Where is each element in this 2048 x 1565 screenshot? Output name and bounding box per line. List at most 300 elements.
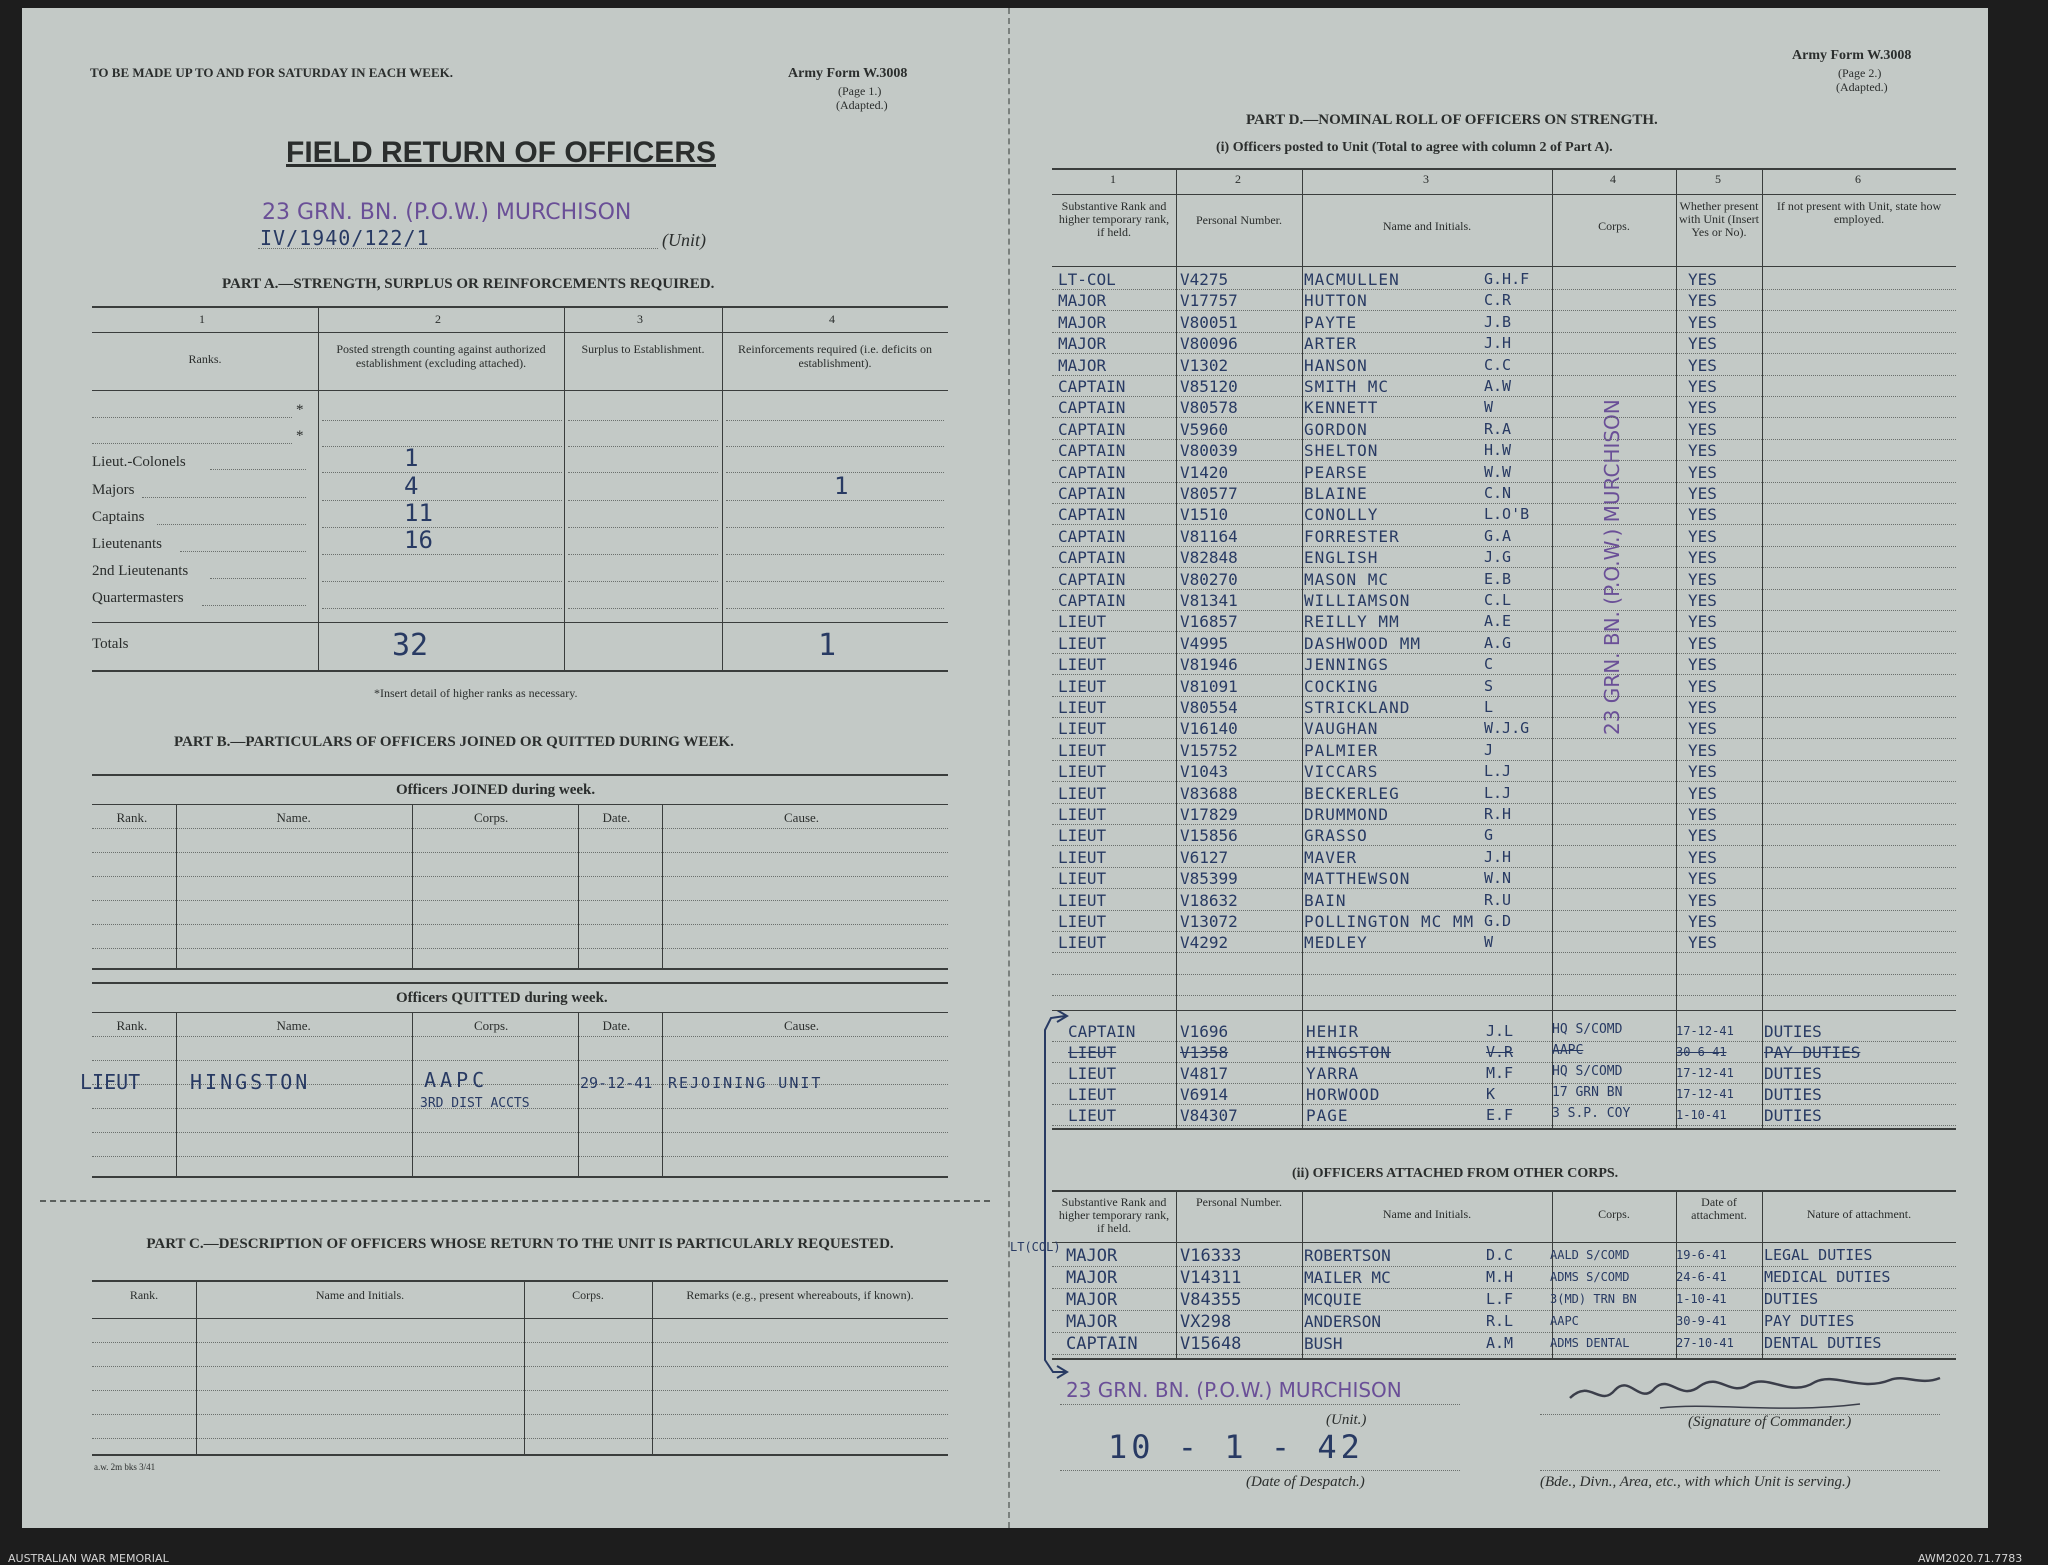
officer-rank: MAJOR (1058, 355, 1107, 375)
officer-rank: LIEUT (1058, 719, 1107, 739)
attached-corps: 3(MD) TRN BN (1550, 1292, 1637, 1306)
column-rule (578, 1012, 579, 1176)
posted-officer-number: V1696 (1180, 1022, 1229, 1041)
officer-initials: W.W (1484, 462, 1512, 481)
totals-reinforcements: 1 (818, 628, 837, 663)
quitted-name: HINGSTON (190, 1070, 311, 1094)
officer-initials: G.D (1484, 912, 1512, 930)
officer-rank: LIEUT (1058, 890, 1107, 910)
attached-rank: MAJOR (1066, 1312, 1118, 1332)
signature-label: (Signature of Commander.) (1688, 1414, 1852, 1430)
rule (1052, 1041, 1956, 1042)
rule (210, 469, 306, 470)
posted-strength-value: 16 (404, 526, 433, 554)
officer-rank: CAPTAIN (1058, 569, 1126, 589)
rule (92, 417, 292, 418)
rule (1052, 266, 1956, 267)
officer-initials: C.N (1484, 484, 1512, 502)
officer-name: POLLINGTON MC MM (1304, 912, 1475, 931)
officer-rank: MAJOR (1058, 312, 1107, 332)
rule (1052, 931, 1956, 932)
officer-initials: A.G (1484, 633, 1512, 652)
rule (1052, 974, 1956, 975)
officer-number: V18632 (1180, 890, 1238, 910)
part-d-col-number: 1 (1110, 172, 1116, 186)
officer-name: KENNETT (1304, 398, 1379, 418)
rule (726, 420, 944, 421)
officer-name: REILLY MM (1304, 612, 1400, 632)
rule (1052, 1125, 1956, 1126)
officer-name: DRUMMOND (1304, 805, 1390, 824)
posted-officer-rank: LIEUT (1068, 1064, 1117, 1083)
officer-initials: J.H (1484, 334, 1512, 353)
officer-number: V85120 (1180, 377, 1238, 396)
posted-officer-number: V4817 (1180, 1064, 1229, 1083)
posted-officer-date: 17-12-41 (1676, 1087, 1734, 1101)
rule (92, 924, 948, 925)
attached-date: 1-10-41 (1676, 1292, 1727, 1306)
officer-rank: CAPTAIN (1058, 441, 1126, 461)
posted-strength-value: 11 (404, 499, 433, 527)
rule (1052, 995, 1956, 996)
posted-officer-name: YARRA (1306, 1064, 1360, 1083)
column-rule (1552, 168, 1553, 1128)
posted-officer-corps: AAPC (1552, 1043, 1584, 1058)
rule (726, 608, 944, 609)
attached-number: VX298 (1180, 1312, 1232, 1332)
officer-name: SHELTON (1304, 441, 1379, 461)
attached-number: V16333 (1180, 1246, 1242, 1266)
officer-present: YES (1688, 484, 1717, 503)
rule (1052, 952, 1956, 953)
column-rule (412, 804, 413, 968)
rule (726, 527, 944, 528)
rule (1052, 824, 1956, 825)
rule (568, 420, 718, 421)
part-a-heading: PART A.—STRENGTH, SURPLUS OR REINFORCEMENTS REQUIRED. (222, 276, 715, 292)
officer-initials: H.W (1484, 441, 1512, 460)
officer-rank: LIEUT (1058, 740, 1107, 760)
part-b-col-heading: Name. (276, 1018, 311, 1033)
rule (322, 500, 562, 501)
totals-posted: 32 (392, 628, 429, 663)
officer-present: YES (1688, 912, 1717, 931)
rule (322, 472, 562, 473)
officer-present: YES (1688, 719, 1717, 739)
quitted-cause: REJOINING UNIT (668, 1074, 823, 1092)
rule (92, 1132, 948, 1133)
officer-rank: LIEUT (1058, 633, 1107, 653)
column-rule (1302, 168, 1303, 1128)
officer-rank: LIEUT (1058, 783, 1107, 803)
officer-rank: CAPTAIN (1058, 526, 1126, 546)
rule (1052, 1310, 1956, 1311)
officer-rank: LIEUT (1058, 612, 1107, 632)
officer-rank: LIEUT (1058, 826, 1107, 846)
officer-name: WILLIAMSON (1304, 591, 1411, 610)
rule (568, 554, 718, 555)
posted-officer-initials: E.F (1486, 1106, 1514, 1124)
officer-present: YES (1688, 462, 1717, 482)
officer-initials: J (1484, 740, 1494, 759)
rule (92, 900, 948, 901)
officer-number: V80577 (1180, 484, 1238, 503)
posted-officer-date: 17-12-41 (1676, 1024, 1734, 1038)
officer-present: YES (1688, 526, 1717, 546)
officer-present: YES (1688, 698, 1717, 717)
attached-col-heading: Nature of attachment. (1806, 1207, 1912, 1221)
officer-name: FORRESTER (1304, 526, 1400, 546)
vertical-unit-stamp: 23 GRN. BN. (P.O.W.) MURCHISON (1600, 399, 1624, 735)
column-rule (652, 1280, 653, 1454)
officer-name: MATTHEWSON (1304, 869, 1411, 889)
rule (92, 670, 948, 672)
officer-present: YES (1688, 762, 1717, 782)
officer-number: V5960 (1180, 419, 1229, 439)
officer-number: V1510 (1180, 505, 1229, 525)
officer-name: VICCARS (1304, 762, 1379, 782)
rule (322, 446, 562, 447)
rule (1052, 353, 1956, 354)
officer-number: V81091 (1180, 676, 1238, 696)
rule (1052, 610, 1956, 611)
officer-initials: R.H (1484, 805, 1512, 823)
officer-present: YES (1688, 377, 1717, 396)
rule (92, 1060, 948, 1061)
officer-present: YES (1688, 847, 1717, 867)
rule (1052, 375, 1956, 376)
rule (568, 472, 718, 473)
rank-label: Majors (92, 482, 135, 498)
rule (1052, 717, 1956, 718)
part-a-col-number: 4 (829, 312, 835, 326)
rule (92, 1342, 948, 1343)
rule (1052, 1354, 1956, 1355)
officer-initials: G.H.F (1484, 270, 1530, 288)
part-a-col-heading: Posted strength counting against authorized establishment (excluding attached). (336, 342, 546, 370)
rule (92, 1414, 948, 1415)
part-d-subheading: (i) Officers posted to Unit (Total to agree with column 2 of Part A). (1216, 140, 1613, 155)
part-b-col-heading: Cause. (784, 810, 820, 825)
rule (1052, 1104, 1956, 1105)
quitted-title: Officers QUITTED during week. (396, 990, 608, 1006)
rule (568, 608, 718, 609)
officer-initials: C (1484, 655, 1494, 674)
officer-number: V80096 (1180, 334, 1238, 354)
rule (1052, 482, 1956, 483)
rank-label: 2nd Lieutenants (92, 563, 189, 579)
officer-present: YES (1688, 569, 1717, 589)
column-rule (662, 1012, 663, 1176)
part-a-col-number: 1 (199, 312, 205, 326)
posted-officer-number: V84307 (1180, 1106, 1238, 1125)
rule (92, 1366, 948, 1367)
rule (1052, 524, 1956, 525)
rule (726, 500, 944, 501)
officer-present: YES (1688, 655, 1717, 675)
column-rule (1676, 168, 1677, 1128)
posted-officer-employment: PAY DUTIES (1764, 1043, 1861, 1062)
attached-corps: AALD S/COMD (1550, 1248, 1630, 1262)
attached-col-heading: Substantive Rank and higher temporary rank, if held. (1058, 1195, 1170, 1235)
officer-initials: C.R (1484, 291, 1512, 310)
rule (568, 500, 718, 501)
officer-present: YES (1688, 441, 1717, 461)
attached-rank: MAJOR (1066, 1268, 1118, 1288)
officer-name: BECKERLEG (1304, 783, 1400, 803)
rule (92, 774, 948, 776)
rule (568, 581, 718, 582)
unit-stamp: 23 GRN. BN. (P.O.W.) MURCHISON (262, 200, 632, 225)
officer-rank: CAPTAIN (1058, 377, 1126, 396)
column-rule (722, 306, 723, 670)
officer-present: YES (1688, 612, 1717, 632)
officer-name: JENNINGS (1304, 655, 1390, 675)
officer-rank: LIEUT (1058, 655, 1107, 675)
rule (1052, 1288, 1956, 1289)
officer-name: DASHWOOD MM (1304, 633, 1421, 653)
part-a-col-heading: Surplus to Establishment. (581, 342, 705, 356)
rule (92, 1438, 948, 1439)
part-d-col-heading: Personal Number. (1196, 213, 1282, 227)
rule (1052, 1332, 1956, 1333)
posted-officer-employment: DUTIES (1764, 1085, 1822, 1104)
rule (92, 876, 948, 877)
officer-number: V1302 (1180, 355, 1229, 375)
rule (92, 443, 292, 444)
officer-name: MASON MC (1304, 569, 1390, 589)
part-d-col-number: 3 (1423, 172, 1429, 186)
attached-corps: ADMS S/COMD (1550, 1270, 1630, 1284)
officer-name: PAYTE (1304, 312, 1358, 332)
rule (180, 551, 306, 552)
officer-rank: CAPTAIN (1058, 462, 1126, 482)
totals-label: Totals (92, 636, 129, 652)
officer-number: V81946 (1180, 655, 1238, 675)
officer-name: GRASSO (1304, 826, 1368, 846)
officer-present: YES (1688, 783, 1717, 803)
officer-present: YES (1688, 398, 1717, 418)
posted-strength-value: 4 (404, 472, 419, 500)
top-note: TO BE MADE UP TO AND FOR SATURDAY IN EACH WEEK. (90, 65, 453, 80)
part-a-col-number: 3 (637, 312, 643, 326)
attached-nature: MEDICAL DUTIES (1764, 1268, 1891, 1286)
rule (92, 332, 948, 333)
rule (1052, 194, 1956, 195)
column-rule (176, 804, 177, 968)
rank-label: Lieut.-Colonels (92, 454, 186, 470)
officer-initials: R.U (1484, 890, 1512, 909)
rule (92, 968, 948, 970)
rule (1052, 674, 1956, 675)
officer-present: YES (1688, 890, 1717, 910)
officer-rank: CAPTAIN (1058, 398, 1126, 418)
rule (1052, 310, 1956, 311)
officer-number: V1420 (1180, 462, 1229, 482)
column-rule (196, 1280, 197, 1454)
rule (157, 524, 306, 525)
officer-rank: LIEUT (1058, 676, 1107, 696)
rule (92, 828, 948, 829)
attached-rank: MAJOR (1066, 1246, 1118, 1266)
officer-rank: CAPTAIN (1058, 505, 1126, 525)
officer-number: V15856 (1180, 826, 1238, 846)
posted-officer-corps: 17 GRN BN (1552, 1085, 1623, 1100)
attached-name: BUSH (1304, 1334, 1343, 1353)
officer-rank: LIEUT (1058, 933, 1107, 953)
officer-initials: A.E (1484, 612, 1512, 631)
officer-name: CONOLLY (1304, 505, 1379, 525)
adapted-left: (Adapted.) (836, 98, 888, 112)
posted-officer-initials: J.L (1486, 1022, 1514, 1040)
part-d-col-heading: Corps. (1598, 219, 1630, 233)
officer-number: V80039 (1180, 441, 1238, 461)
officer-number: V4292 (1180, 933, 1229, 953)
part-b-heading: PART B.—PARTICULARS OF OFFICERS JOINED OR QUITTED DURING WEEK. (174, 734, 734, 750)
officer-initials: W (1484, 398, 1494, 417)
officer-name: MAVER (1304, 847, 1358, 867)
rule (1052, 845, 1956, 846)
officer-number: V16857 (1180, 612, 1238, 632)
posted-officer-name: HEHIR (1306, 1022, 1360, 1041)
officer-rank: LIEUT (1058, 912, 1107, 931)
rule (92, 1318, 948, 1319)
rule (726, 554, 944, 555)
rule (322, 527, 562, 528)
rule (1052, 653, 1956, 654)
attached-rank: CAPTAIN (1066, 1334, 1138, 1354)
officer-rank: LIEUT (1058, 869, 1107, 889)
officer-name: BAIN (1304, 890, 1347, 910)
officer-present: YES (1688, 633, 1717, 653)
posted-officer-name: HORWOOD (1306, 1085, 1381, 1104)
officer-name: ENGLISH (1304, 548, 1379, 568)
officer-name: PEARSE (1304, 462, 1368, 482)
attached-date: 30-9-41 (1676, 1314, 1727, 1328)
posted-officer-date: 17-12-41 (1676, 1066, 1734, 1080)
part-c-heading: PART C.—DESCRIPTION OF OFFICERS WHOSE RETURN TO THE UNIT IS PARTICULARLY REQUESTED. (146, 1236, 894, 1252)
rule (1052, 738, 1956, 739)
part-d-col-heading: Whether present with Unit (Insert Yes or No). (1679, 199, 1759, 239)
rank-label: Quartermasters (92, 590, 184, 606)
rule (1052, 1358, 1956, 1360)
rule (1052, 1083, 1956, 1084)
officer-present: YES (1688, 312, 1717, 332)
posted-officer-date: 30-6-41 (1676, 1045, 1727, 1059)
part-b-col-heading: Corps. (474, 1018, 509, 1033)
posted-officer-date: 1-10-41 (1676, 1108, 1727, 1122)
officer-name: COCKING (1304, 676, 1379, 696)
officer-initials: W (1484, 933, 1494, 952)
part-d-col-number: 6 (1855, 172, 1861, 186)
officer-number: V1043 (1180, 762, 1229, 782)
attached-corps: AAPC (1550, 1314, 1579, 1328)
rule (568, 446, 718, 447)
rule (1052, 1190, 1956, 1192)
officer-initials: R.A (1484, 419, 1512, 438)
attached-name: ANDERSON (1304, 1312, 1382, 1331)
officer-present: YES (1688, 740, 1717, 760)
attached-date: 19-6-41 (1676, 1248, 1727, 1262)
rule (1052, 760, 1956, 761)
rule (322, 608, 562, 609)
posted-officer-employment: DUTIES (1764, 1106, 1822, 1125)
attached-rank: MAJOR (1066, 1290, 1118, 1310)
part-d-heading: PART D.—NOMINAL ROLL OF OFFICERS ON STRENGTH. (1246, 112, 1658, 128)
attached-col-heading: Corps. (1598, 1207, 1630, 1221)
rule (92, 1036, 948, 1037)
rule (1052, 1062, 1956, 1063)
officer-present: YES (1688, 270, 1717, 289)
attached-initials: R.L (1486, 1312, 1514, 1330)
officer-initials: G (1484, 826, 1494, 845)
attached-initials: M.H (1486, 1268, 1514, 1286)
part-d-col-number: 5 (1715, 172, 1721, 186)
part-b-col-heading: Date. (602, 1018, 631, 1033)
officer-name: SMITH MC (1304, 377, 1390, 396)
part-c-col-heading: Remarks (e.g., present whereabouts, if known). (686, 1288, 914, 1302)
part-d-col-heading: If not present with Unit, state how employed. (1776, 199, 1942, 226)
quitted-date: 29-12-41 (580, 1074, 653, 1092)
attached-corps: ADMS DENTAL (1550, 1336, 1630, 1350)
officer-rank: LIEUT (1058, 762, 1107, 782)
rule (92, 1176, 948, 1178)
officer-present: YES (1688, 505, 1717, 525)
rule (1052, 503, 1956, 504)
rule (1052, 546, 1956, 547)
attached-nature: LEGAL DUTIES (1764, 1246, 1873, 1264)
rule (92, 804, 948, 805)
officer-initials: G.A (1484, 526, 1512, 545)
unit-label-right: (Unit.) (1326, 1412, 1367, 1428)
posted-strength-value: 1 (404, 444, 419, 472)
rule (210, 578, 306, 579)
rule (1052, 168, 1956, 170)
rule (92, 1280, 948, 1282)
reinforcements-value: 1 (834, 472, 849, 500)
officer-present: YES (1688, 933, 1717, 953)
officer-number: V17829 (1180, 805, 1238, 824)
posted-officer-rank: LIEUT (1068, 1043, 1117, 1062)
officer-number: V80554 (1180, 698, 1238, 717)
officer-rank: CAPTAIN (1058, 419, 1126, 439)
rule (1052, 803, 1956, 804)
officer-rank: MAJOR (1058, 291, 1107, 311)
adapted-right: (Adapted.) (1836, 80, 1888, 94)
part-b-col-heading: Rank. (116, 1018, 148, 1033)
rule (726, 581, 944, 582)
attached-initials: D.C (1486, 1246, 1514, 1264)
attached-name: ROBERTSON (1304, 1246, 1391, 1265)
rule (1052, 1242, 1956, 1243)
form-title: FIELD RETURN OF OFFICERS (286, 136, 716, 169)
rank-label: * (296, 402, 304, 418)
officer-initials: L.J (1484, 762, 1512, 781)
officer-number: V4275 (1180, 270, 1229, 289)
attached-col-heading: Personal Number. (1196, 1195, 1282, 1209)
column-rule (1762, 168, 1763, 1128)
officer-initials: C.C (1484, 355, 1512, 374)
rule (142, 497, 306, 498)
bde-label: (Bde., Divn., Area, etc., with which Unit is serving.) (1540, 1474, 1851, 1490)
part-d-col-number: 4 (1610, 172, 1616, 186)
rule (1052, 289, 1956, 290)
posted-officer-number: V1358 (1180, 1043, 1229, 1062)
officer-present: YES (1688, 826, 1717, 846)
officer-number: V81164 (1180, 526, 1238, 546)
officer-present: YES (1688, 869, 1717, 889)
quitted-corps-detail: 3RD DIST ACCTS (420, 1096, 530, 1111)
